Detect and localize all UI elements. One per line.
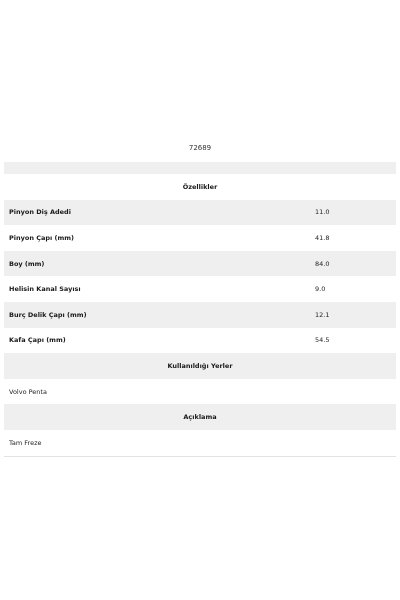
features-title: Özellikler [182,182,218,191]
features-header [4,174,396,200]
description-value: Tam Freze [9,438,42,447]
product-code: 72689 [188,144,212,152]
feature-label: Burç Delik Çapı (mm) [9,310,87,319]
feature-value: 84.0 [315,259,330,268]
feature-row-pinion-diameter [4,225,396,251]
feature-value: 9.0 [315,285,326,294]
feature-label: Kafa Çapı (mm) [9,336,66,345]
feature-value: 11.0 [315,208,330,217]
spec-table [4,162,396,457]
description-row [4,430,396,456]
usage-title: Kullanıldığı Yerler [167,361,233,370]
usage-value: Volvo Penta [9,387,47,396]
feature-row-length [4,251,396,277]
table-top-band [4,162,396,174]
description-title: Açıklama [183,413,217,422]
feature-value: 54.5 [315,336,330,345]
feature-row-pinion-teeth [4,200,396,226]
feature-label: Boy (mm) [9,259,45,268]
feature-value: 12.1 [315,310,330,319]
feature-label: Helisin Kanal Sayısı [9,285,81,294]
feature-label: Pinyon Diş Adedi [9,208,71,217]
feature-value: 41.8 [315,233,330,242]
usage-header [4,353,396,379]
feature-row-bushing-bore [4,302,396,328]
feature-row-head-diameter [4,328,396,354]
description-header [4,404,396,430]
usage-row [4,379,396,405]
feature-label: Pinyon Çapı (mm) [9,233,74,242]
feature-row-helix-channels [4,276,396,302]
